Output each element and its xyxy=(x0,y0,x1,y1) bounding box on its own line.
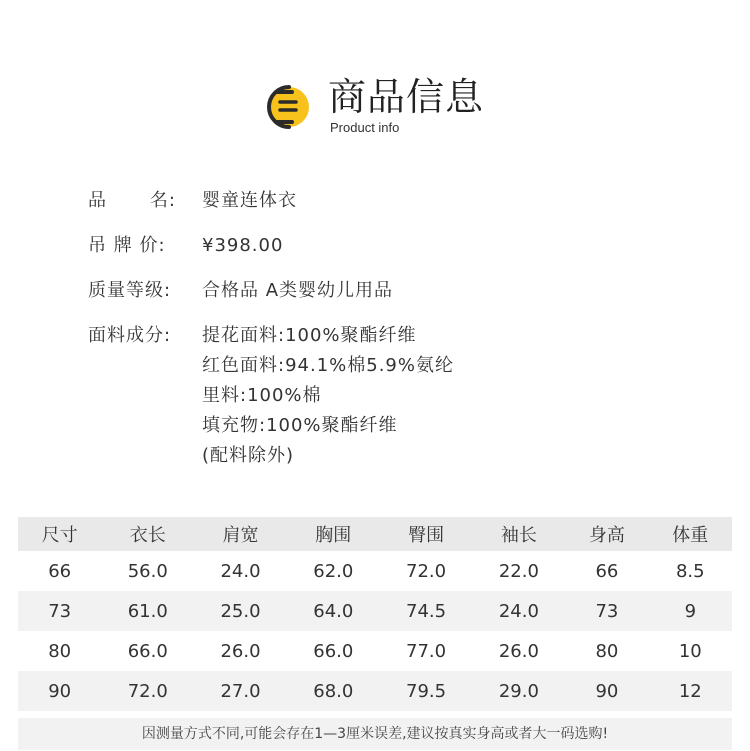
table-cell: 80 xyxy=(595,640,619,662)
info-row-quality xyxy=(88,276,728,306)
product-info-list xyxy=(88,186,728,486)
table-cell: 66.0 xyxy=(313,640,354,662)
info-value-name: 婴童连体衣 xyxy=(202,190,297,211)
table-cell: 64.0 xyxy=(287,591,380,631)
table-cell: 72.0 xyxy=(101,671,194,711)
size-table-header: 袖长 xyxy=(472,517,565,551)
table-row xyxy=(18,591,732,631)
table-cell: 26.0 xyxy=(498,640,539,662)
material-line: (配料除外) xyxy=(202,445,295,466)
table-cell: 61.0 xyxy=(101,591,194,631)
info-label-quality: 质量等级: xyxy=(88,280,172,301)
page-title: 商品信息 xyxy=(328,75,485,119)
size-table-header: 身高 xyxy=(565,517,648,551)
material-line: 里料:100%棉 xyxy=(202,385,322,406)
table-cell: 77.0 xyxy=(406,640,447,662)
section-header xyxy=(262,72,522,142)
info-value-material xyxy=(202,321,728,471)
table-cell: 80 xyxy=(48,640,72,662)
table-row xyxy=(18,631,732,671)
material-line: 填充物:100%聚酯纤维 xyxy=(202,415,398,436)
material-line: 红色面料:94.1%棉5.9%氨纶 xyxy=(202,355,454,376)
info-row-material xyxy=(88,321,728,471)
page-subtitle: Product info xyxy=(330,120,400,135)
table-cell: 25.0 xyxy=(194,591,287,631)
size-table-header: 臀围 xyxy=(380,517,473,551)
table-cell: 9 xyxy=(649,591,732,631)
table-cell: 72.0 xyxy=(406,560,447,582)
table-cell: 62.0 xyxy=(313,560,354,582)
table-cell: 90 xyxy=(565,671,648,711)
table-cell: 26.0 xyxy=(220,640,261,662)
table-cell: 73 xyxy=(565,591,648,631)
size-table-header-row xyxy=(18,517,732,551)
info-value-tag-price: ¥398.00 xyxy=(202,235,284,256)
info-value-quality: 合格品 A类婴幼儿用品 xyxy=(202,280,394,301)
size-note: 因测量方式不同,可能会存在1—3厘米误差,建议按真实身高或者大一码选购! xyxy=(18,718,732,750)
document-list-icon xyxy=(262,82,312,132)
table-cell: 12 xyxy=(649,671,732,711)
size-table xyxy=(18,517,732,711)
info-label-name-char2: 名: xyxy=(149,190,176,211)
info-label-tag-price: 吊 牌 价: xyxy=(88,235,166,256)
table-cell: 73 xyxy=(18,591,101,631)
table-cell: 66 xyxy=(48,560,72,582)
table-cell: 29.0 xyxy=(472,671,565,711)
size-table-header: 胸围 xyxy=(287,517,380,551)
size-table-header: 尺寸 xyxy=(18,517,101,551)
table-cell: 74.5 xyxy=(380,591,473,631)
table-row xyxy=(18,551,732,591)
table-cell: 8.5 xyxy=(675,560,705,582)
table-cell: 27.0 xyxy=(194,671,287,711)
size-table-header: 体重 xyxy=(649,517,732,551)
table-cell: 10 xyxy=(678,640,702,662)
table-cell: 24.0 xyxy=(472,591,565,631)
material-line: 提花面料:100%聚酯纤维 xyxy=(202,325,417,346)
size-table-header: 肩宽 xyxy=(194,517,287,551)
info-label-name xyxy=(88,186,176,216)
info-row-tag-price xyxy=(88,231,728,261)
table-cell: 24.0 xyxy=(220,560,261,582)
table-cell: 66 xyxy=(595,560,619,582)
info-label-material: 面料成分: xyxy=(88,325,172,346)
table-cell: 79.5 xyxy=(380,671,473,711)
info-label-name-char1: 品 xyxy=(88,190,107,211)
table-cell: 22.0 xyxy=(498,560,539,582)
size-table-header: 衣长 xyxy=(101,517,194,551)
table-cell: 90 xyxy=(18,671,101,711)
table-row xyxy=(18,671,732,711)
info-row-name xyxy=(88,186,728,216)
table-cell: 68.0 xyxy=(287,671,380,711)
table-cell: 56.0 xyxy=(127,560,168,582)
table-cell: 66.0 xyxy=(127,640,168,662)
